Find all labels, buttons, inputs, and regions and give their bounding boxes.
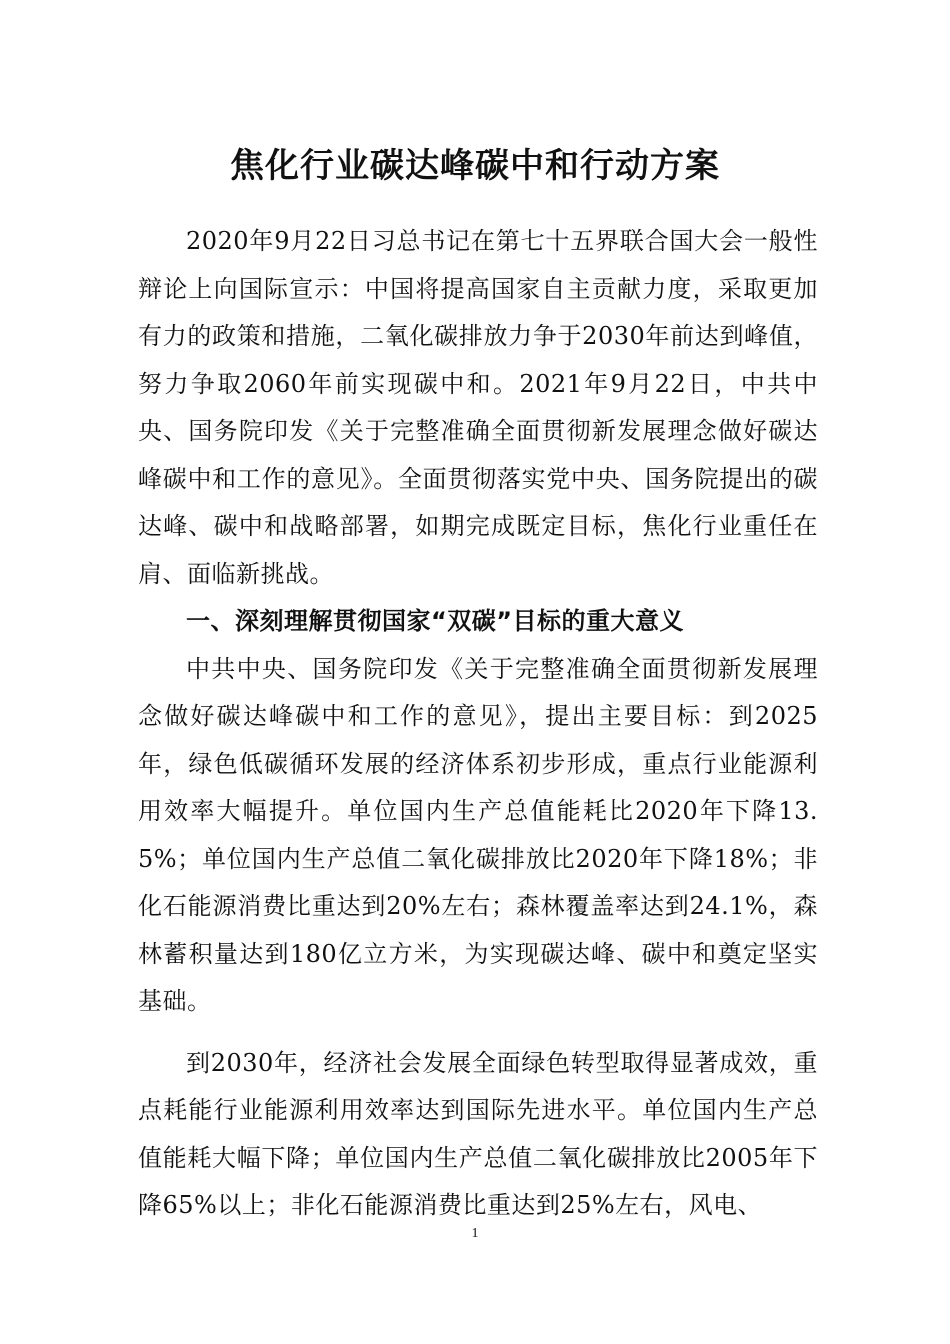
section-paragraph-2: 到2030年，经济社会发展全面绿色转型取得显著成效，重点耗能行业能源利用效率达到国际先进水平。单位国内生产总值能耗大幅下降；单位国内生产总值二氧化碳排放比2005年下降65%以上；非化石能源消费比重达到25%左右，风电、 [138, 1048, 818, 1219]
document-title: 焦化行业碳达峰碳中和行动方案 [230, 146, 720, 186]
intro-paragraph: 2020年9月22日习总书记在第七十五界联合国大会一般性辩论上向国际宣示：中国将提高国家自主贡献力度，采取更加有力的政策和措施，二氧化碳排放力争于2030年前达到峰值，努力争取2060年前实现碳中和。2021年9月22日，中共中央、国务院印发《关于完整准确全面贯彻新发展理念做好碳达峰碳中和工作的意见》。全面贯彻落实党中央、国务院提出的碳达峰、碳中和战略部署，如期完成既定目标，焦化行业重任在肩、面临新挑战。 [138, 227, 818, 588]
section-heading: 一、深刻理解贯彻国家“双碳”目标的重大意义 [186, 607, 685, 635]
page-number: 1 [471, 1226, 479, 1241]
document-body [138, 218, 818, 1230]
section-paragraph-1: 中共中央、国务院印发《关于完整准确全面贯彻新发展理念做好碳达峰碳中和工作的意见》，提出主要目标：到2025年，绿色低碳循环发展的经济体系初步形成，重点行业能源利用效率大幅提升。单位国内生产总值能耗比2020年下降13.5%；单位国内生产总值二氧化碳排放比2020年下降18%；非化石能源消费比重达到20%左右；森林覆盖率达到24.1%，森林蓄积量达到180亿立方米，为实现碳达峰、碳中和奠定坚实基础。 [138, 654, 818, 1015]
